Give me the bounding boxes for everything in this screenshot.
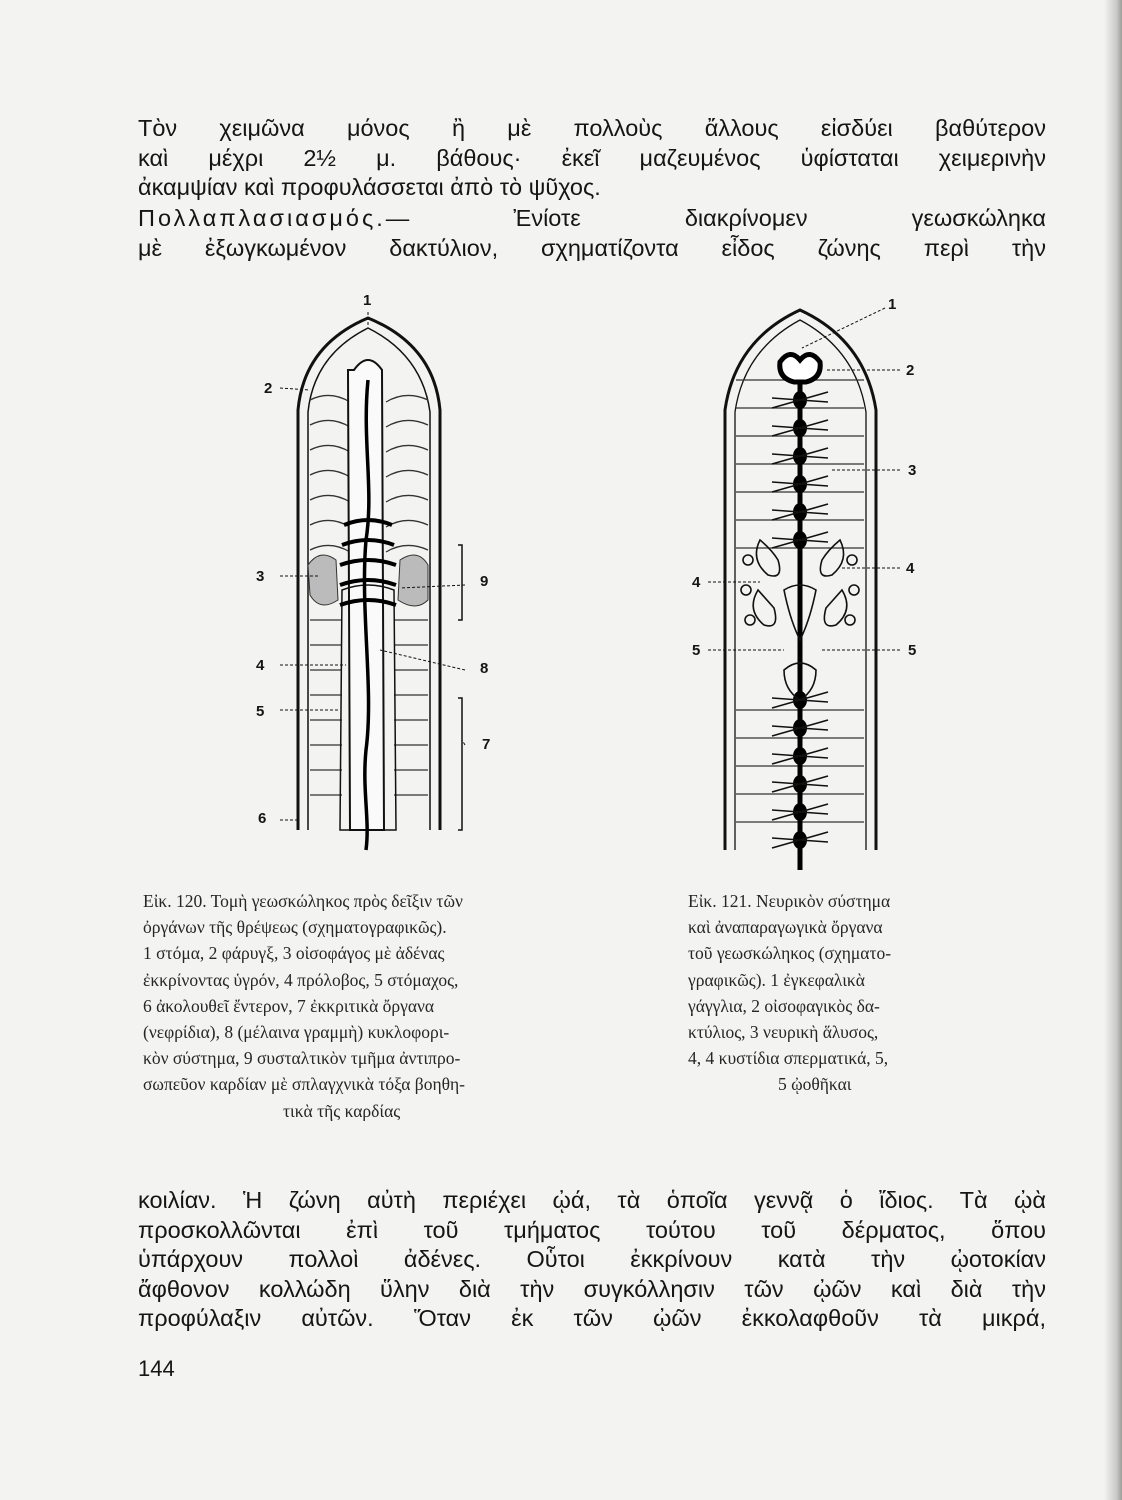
fig120-label-6: 6 [258,810,267,827]
caption-line: Εἰκ. 120. Τομὴ γεωσκώληκος πρὸς δεῖξιν τῶν [143,891,463,911]
caption-line: καὶ ἀναπαραγωγικὰ ὄργανα [688,917,883,938]
fig121-label-2: 2 [906,362,915,379]
text-line: καὶ μέχρι 2½ μ. βάθους· ἐκεῖ μαζευμένος ὑφίσταται χειμερινὴν [138,144,1046,171]
caption-line: 6 ἀκολουθεῖ ἔντερον, 7 ἐκκριτικὰ ὄργανα [143,995,435,1016]
fig120-label-4: 4 [256,657,265,674]
bottom-paragraph [138,1186,1046,1334]
fig120-label-7: 7 [482,736,491,753]
caption-line: κὸν σύστημα, 9 συσταλτικὸν τμῆμα ἀντιπρο- [143,1048,461,1069]
text-line: μὲ ἐξωγκωμένον δακτύλιον, σχηματίζοντα εἶδος ζώνης περὶ τὴν [138,234,1046,261]
caption-line: (νεφρίδια), 8 (μέλαινα γραμμὴ) κυκλοφορι- [143,1022,450,1043]
caption-line: τοῦ γεωσκώληκος (σχηματο- [688,943,892,964]
caption-line: 1 στόμα, 2 φάρυγξ, 3 οἰσοφάγος μὲ ἀδένας [143,943,445,964]
fig121-label-4-right: 4 [906,560,915,577]
text-line: ἀκαμψίαν καὶ προφυλάσσεται ἀπὸ τὸ ψῦχος. [138,174,601,200]
text-line: Τὸν χειμῶνα μόνος ἢ μὲ πολλοὺς ἄλλους εἰσδύει βαθύτερον [138,115,1046,141]
fig121-label-1: 1 [888,296,897,313]
caption-line: ἐκκρίνοντας ὑγρόν, 4 πρόλοβος, 5 στόμαχος, [143,969,459,990]
fig120-label-2: 2 [264,380,273,397]
caption-line: 5 ᾠοθῆκαι [778,1074,852,1095]
caption-line: 4, 4 κυστίδια σπερματικά, 5, [688,1048,889,1069]
section-paragraph [138,204,1046,263]
section-dash: — [385,205,514,231]
earthworm-nervous-system-diagram [680,290,950,890]
caption-figure-121 [688,888,1008,1098]
fig120-label-5: 5 [256,703,265,720]
text-line: προφύλαξιν αὐτῶν. Ὅταν ἐκ τῶν ᾠῶν ἐκκολαφθοῦν τὰ μικρά, [138,1305,1046,1331]
caption-figure-120 [143,888,623,1124]
caption-line: τικὰ τῆς καρδίας [283,1100,401,1121]
fig120-label-1: 1 [363,292,372,309]
fig121-label-5-right: 5 [908,642,917,659]
fig121-label-4-left: 4 [692,574,701,591]
fig120-label-8: 8 [480,660,489,677]
fig120-label-3: 3 [256,568,265,585]
fig121-label-5-left: 5 [692,642,701,659]
text-line: προσκολλῶνται ἐπὶ τοῦ τμήματος τούτου τοῦ δέρματος, ὅπου [138,1216,1046,1243]
caption-line: γάγγλια, 2 οἰσοφαγικὸς δα- [688,995,880,1016]
caption-line: γραφικῶς). 1 ἐγκεφαλικὰ [688,969,865,990]
figure-120 [250,290,510,890]
top-paragraph [138,114,1046,203]
fig121-label-3: 3 [908,462,917,479]
text-line: ὑπάρχουν πολλοὶ ἀδένες. Οὗτοι ἐκκρίνουν κατὰ τὴν ᾠοτοκίαν [138,1246,1046,1272]
page-edge-shadow [1104,0,1122,1500]
text-line: κοιλίαν. Ἡ ζώνη αὐτὴ περιέχει ᾠά, τὰ ὁποῖα γεννᾷ ὁ ἴδιος. Τὰ ᾠὰ [138,1187,1046,1213]
caption-line: ὀργάνων τῆς θρέψεως (σχηματογραφικῶς). [143,917,447,938]
section-line1-rest: Ἐνίοτε διακρίνομεν γεωσκώληκα [513,205,1046,231]
caption-line: σωπεῦον καρδίαν μὲ σπλαγχνικὰ τόξα βοηθη- [143,1074,465,1095]
earthworm-digestive-diagram [250,290,510,890]
section-heading: Πολλαπλασιασμός. [138,205,386,231]
figure-121 [680,290,950,890]
section-line [138,204,1046,234]
caption-line: Εἰκ. 121. Νευρικὸν σύστημα [688,891,891,911]
fig120-label-9: 9 [480,573,489,590]
page-number: 144 [138,1356,175,1381]
text-line: ἄφθονον κολλώδη ὕλην διὰ τὴν συγκόλλησιν τῶν ᾠῶν καὶ διὰ τὴν [138,1275,1046,1302]
caption-line: κτύλιος, 3 νευρικὴ ἅλυσος, [688,1022,879,1043]
